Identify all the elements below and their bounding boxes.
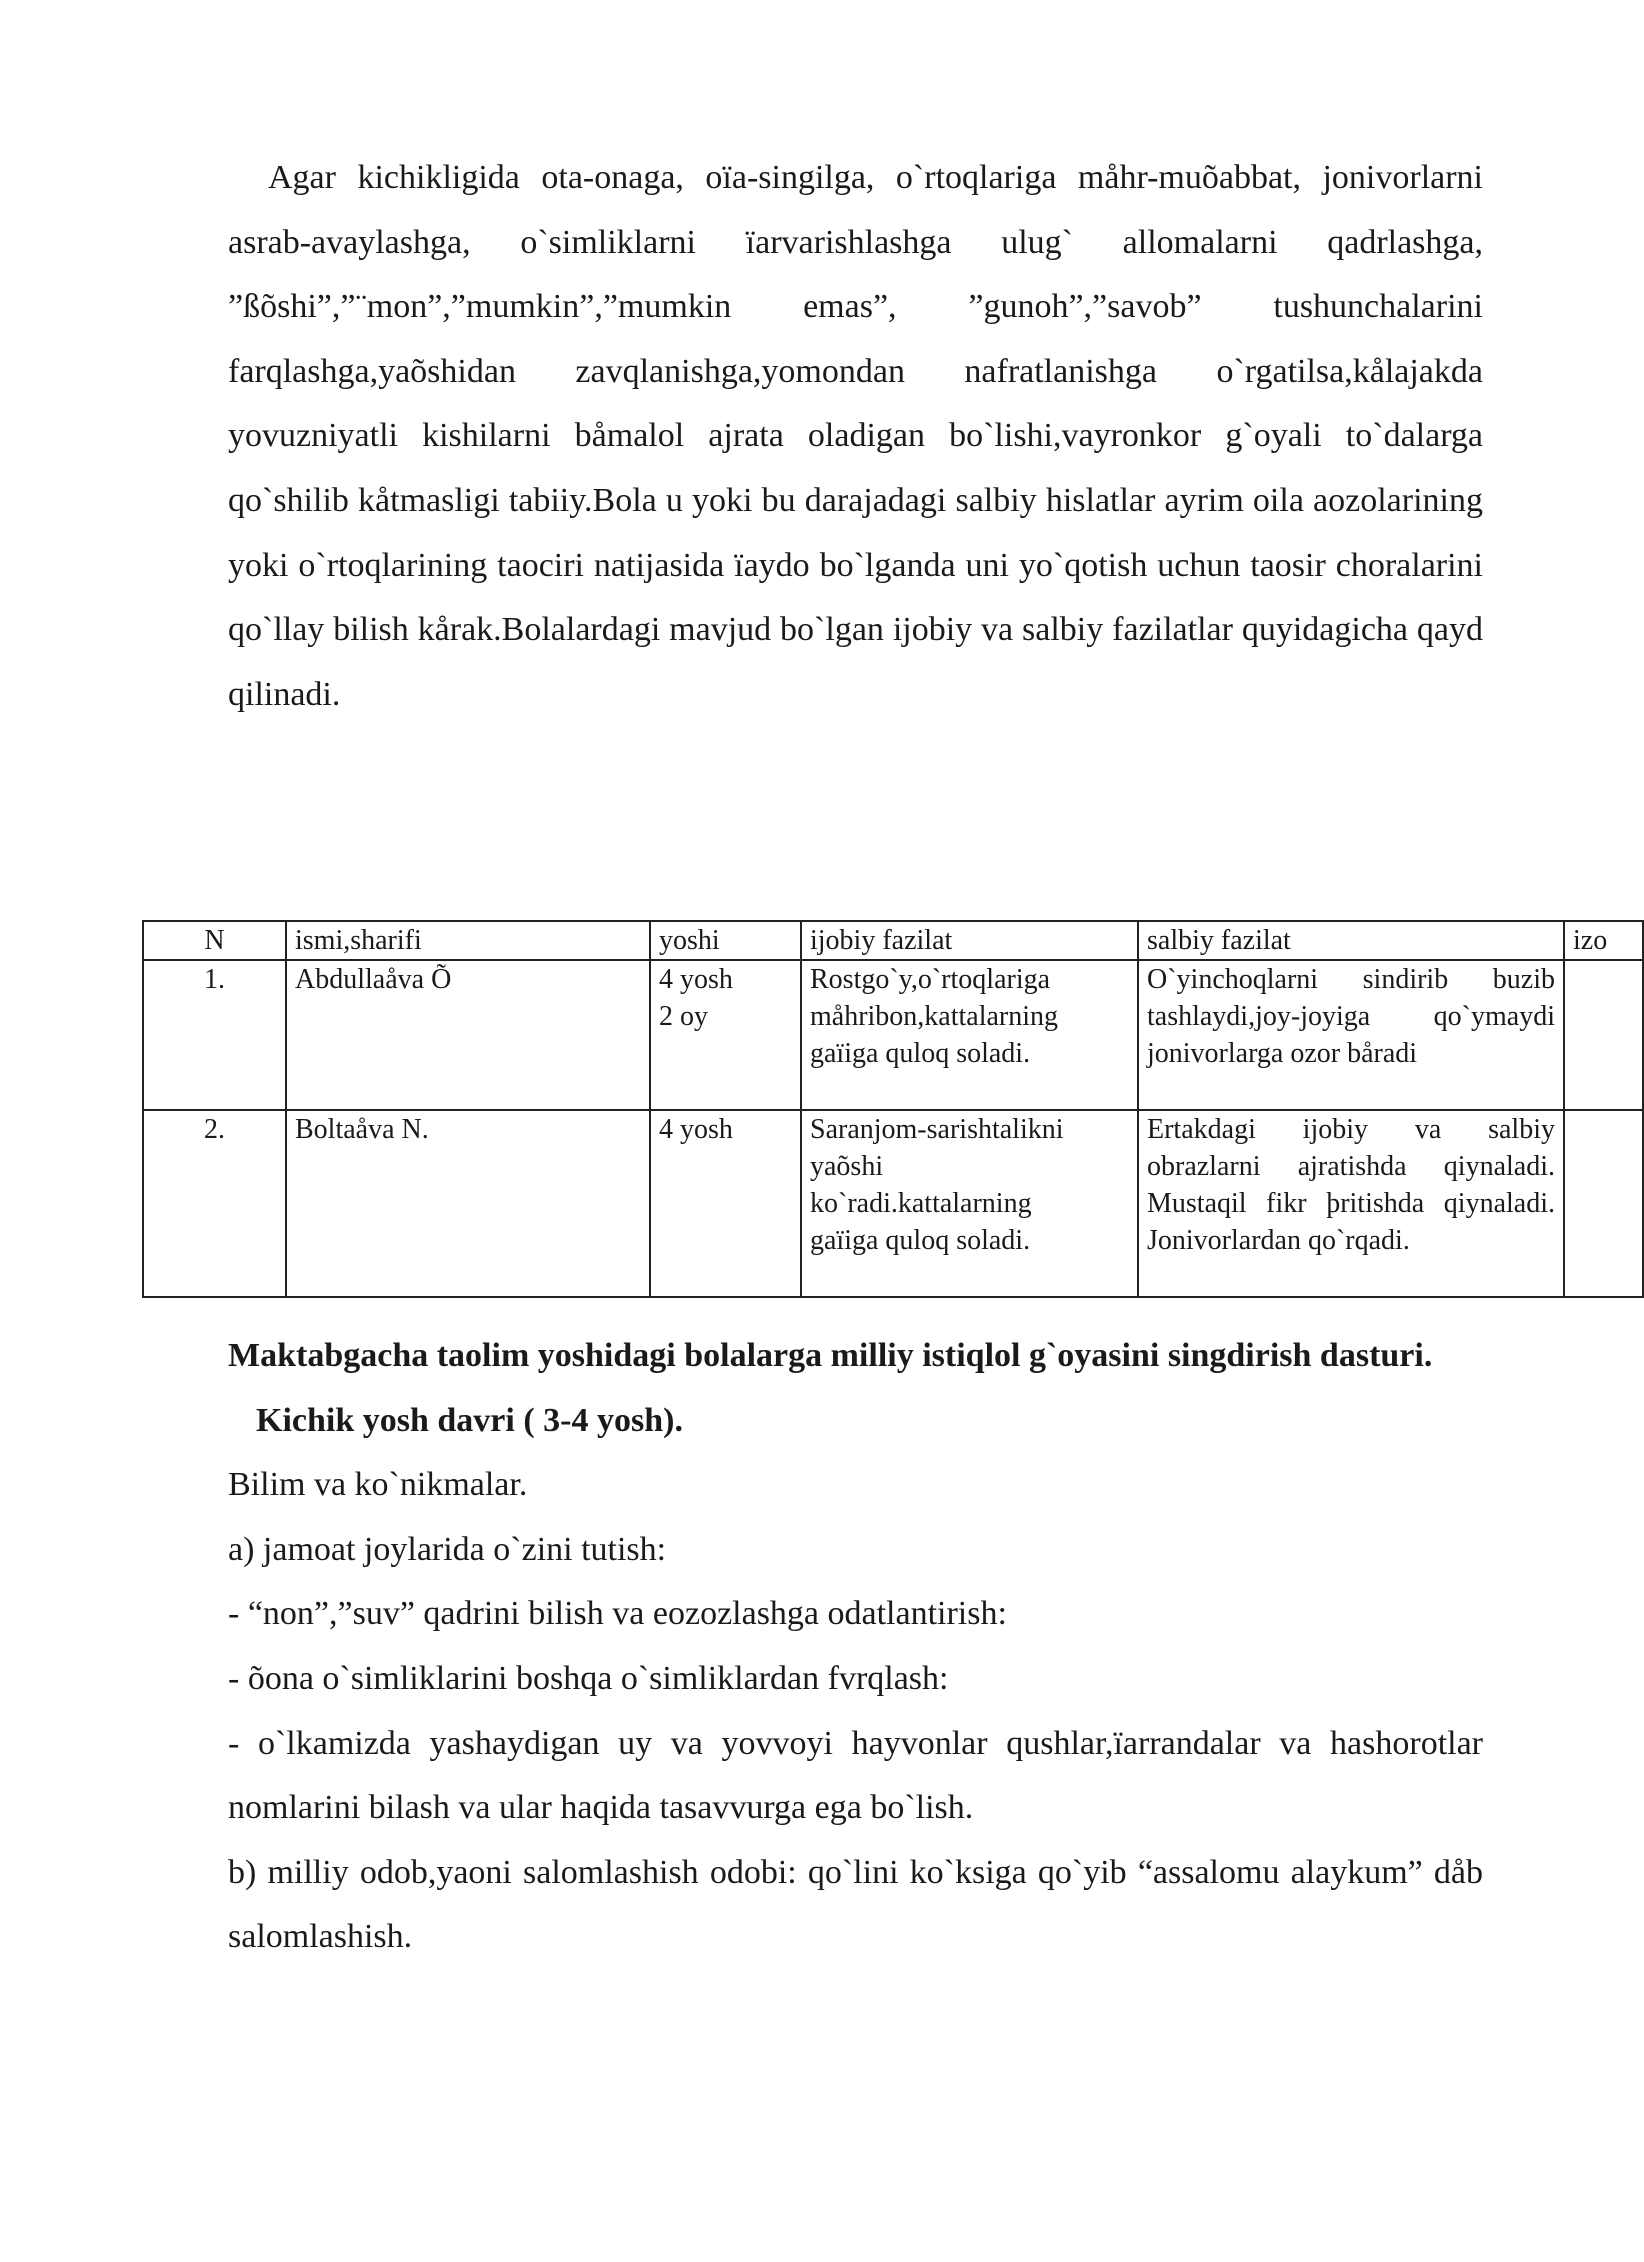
traits-table	[142, 920, 1644, 1298]
header-name: ismi,sharifi	[286, 921, 650, 960]
program-line: - õona o`simliklarini boshqa o`simliklardan fvrqlash:	[228, 1659, 949, 1697]
program-heading: Maktabgacha taolim yoshidagi bolalarga milliy istiqlol g`oyasini singdirish dasturi.	[228, 1337, 1433, 1374]
row-note	[1564, 960, 1643, 1110]
header-number: N	[143, 921, 286, 960]
row-age-line: 4 yosh	[659, 964, 733, 995]
row-age	[650, 960, 801, 1110]
traits-table-wrapper	[142, 920, 1608, 1296]
program-subheading: Kichik yosh davri ( 3-4 yosh).	[256, 1401, 683, 1439]
program-line: - “non”,”suv” qadrini bilish va eozozlashga odatlantirish:	[228, 1595, 1007, 1633]
row-age-line: 2 oy	[659, 1001, 708, 1032]
program-section	[228, 1324, 1483, 1970]
program-line: - o`lkamizda yashaydigan uy va yovvoyi hayvonlar qushlar,ïarrandalar va hashorotlar nomlarini bilash va ular haqida tasavvurga ega bo`lish.	[228, 1724, 1483, 1827]
row-positive-line: Rostgo`y,o`rtoqlariga	[810, 964, 1051, 995]
row-positive	[801, 1110, 1138, 1297]
table-row	[143, 960, 1643, 1110]
row-note	[1564, 1110, 1643, 1297]
program-line: a) jamoat joylarida o`zini tutish:	[228, 1530, 667, 1568]
row-positive-line: gaïiga quloq soladi.	[810, 1225, 1031, 1256]
row-negative: Ertakdagi ijobiy va salbiy obrazlarni ajratishda qiynaladi. Mustaqil fikr þritishda qiynaladi. Jonivorlardan qo`rqadi.	[1138, 1110, 1564, 1297]
program-line: b) milliy odob,yaoni salomlashish odobi: qo`lini ko`ksiga qo`yib “assalomu alaykum” dåb salomlashish.	[228, 1853, 1483, 1956]
row-positive-line: yaõshi	[810, 1151, 884, 1182]
row-age	[650, 1110, 801, 1297]
row-age-line: 4 yosh	[659, 1114, 733, 1145]
row-positive-line: Saranjom-sarishtalikni	[810, 1114, 1064, 1145]
row-name: Abdullaåva Õ	[286, 960, 650, 1110]
row-positive-line: måhribon,kattalarning	[810, 1001, 1059, 1032]
header-note: izo	[1564, 921, 1643, 960]
header-age: yoshi	[650, 921, 801, 960]
row-number: 1.	[143, 960, 286, 1110]
row-negative: O`yinchoqlarni sindirib buzib tashlaydi,joy-joyiga qo`ymaydi jonivorlarga ozor båradi	[1138, 960, 1564, 1110]
row-positive	[801, 960, 1138, 1110]
row-name: Boltaåva N.	[286, 1110, 650, 1297]
header-positive: ijobiy fazilat	[801, 921, 1138, 960]
row-number: 2.	[143, 1110, 286, 1297]
table-header-row	[143, 921, 1643, 960]
row-positive-line: gaïiga quloq soladi.	[810, 1038, 1031, 1069]
table-row	[143, 1110, 1643, 1297]
header-negative: salbiy fazilat	[1138, 921, 1564, 960]
program-line: Bilim va ko`nikmalar.	[228, 1466, 528, 1504]
intro-paragraph: Agar kichikligida ota-onaga, oïa-singilga, o`rtoqlariga måhr-muõabbat, jonivorlarni asrab-avaylashga, o`simliklarni ïarvarishlashga ulug` allomalarni qadrlashga, ”ßõshi”,”¨mon”,”mumkin”,”mumkin emas”, ”gunoh”,”savob” tushunchalarini farqlashga,yaõshidan zavqlanishga,yomondan nafratlanishga o`rgatilsa,kålajakda yovuzniyatli kishilarni båmalol ajrata oladigan bo`lishi,vayronkor g`oyali to`dalarga qo`shilib kåtmasligi tabiiy.Bola u yoki bu darajadagi salbiy hislatlar ayrim oila aozolarining yoki o`rtoqlarining taociri natijasida ïaydo bo`lganda uni yo`qotish uchun taosir choralarini qo`llay bilish kårak.Bolalardagi mavjud bo`lgan ijobiy va salbiy fazilatlar quyidagicha qayd qilinadi.	[228, 159, 1483, 713]
row-positive-line: ko`radi.kattalarning	[810, 1188, 1032, 1219]
